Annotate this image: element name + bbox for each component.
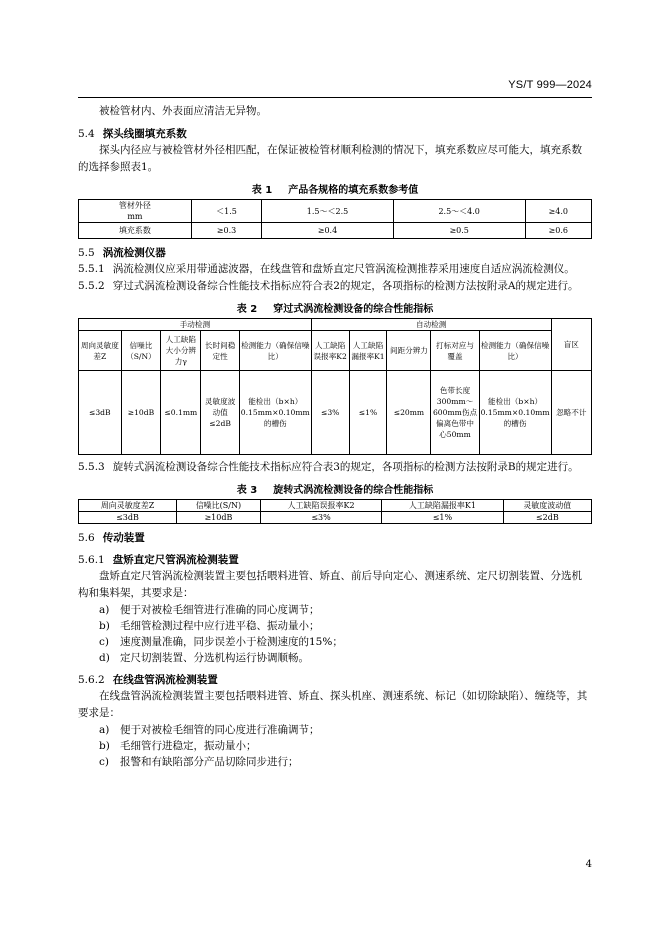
- table-row: [79, 500, 592, 512]
- table1-caption: 表 1 产品各规格的填充系数参考值: [251, 185, 419, 196]
- section-5-5-heading: 5.5 涡流检测仪器: [78, 247, 166, 259]
- list-item: b) 毛细管检测过程中应行进平稳、振动量小；: [99, 620, 320, 632]
- section-5-6-2-heading: 5.6.2 在线盘管涡流检测装置: [78, 674, 218, 686]
- section-5-6-1-paragraph: 盘矫直定尺管涡流检测装置主要包括喂料进管、矫直、前后导向定心、测速系统、定尺切割装置、分选机构和集料架，其要求是：: [78, 570, 582, 599]
- table-cell: ≤3dB: [79, 512, 177, 524]
- table-row: [79, 319, 592, 331]
- clause-5-5-1: 5.5.1 涡流检测仪应采用带通滤波器，在线盘管和盘矫直定尺管涡流检测推荐采用速度自适应涡流检测仪。: [78, 263, 575, 275]
- table-cell: 能检出（b×h）0.15mm×0.10mm的槽伤: [479, 371, 551, 455]
- table-row: [79, 371, 592, 455]
- table-cell: ≥0.5: [393, 223, 525, 239]
- table1: [78, 199, 592, 239]
- continuation-paragraph: 被检管材内、外表面应清洁无异物。: [99, 105, 267, 117]
- list-item: c) 速度测量准确，同步误差小于检测速度的15%；: [99, 636, 343, 648]
- table1-row2-label: 填充系数: [79, 223, 192, 239]
- table-cell: ≤1%: [349, 371, 387, 455]
- table-row: [79, 223, 592, 239]
- standard-code: YS/T 999—2024: [508, 79, 592, 91]
- section-5-4-paragraph: 探头内径应与被检管材外径相匹配，在保证被检管材顺利检测的情况下，填充系数应尽可能大，填充系数的选择参照表1。: [78, 144, 582, 173]
- table-row: [79, 200, 592, 223]
- section-5-6-2-paragraph: 在线盘管涡流检测装置主要包括喂料进管、矫直、探头机座、测速系统、标记（如切除缺陷）、缠绕等，其要求是：: [78, 690, 588, 719]
- table-header: 长时间稳定性: [201, 331, 239, 371]
- table-cell: ≥4.0: [525, 200, 592, 223]
- table-cell: 色带长度300mm～600mm伤点偏离色带中心50mm: [431, 371, 479, 455]
- list-item: a) 便于对被检毛细管进行准确的同心度调节；: [99, 604, 320, 616]
- table-header: 人工缺陷误报率K2: [311, 331, 349, 371]
- table2-group-manual: 手动检测: [79, 319, 312, 331]
- clause-5-5-2: 5.5.2 穿过式涡流检测设备综合性能技术指标应符合表2的规定，各项指标的检测方法按附录A的规定进行。: [78, 280, 579, 292]
- table-cell: ＜1.5: [191, 200, 261, 223]
- page-number: 4: [585, 859, 592, 870]
- list-item: c) 报警和有缺陷部分产品切除同步进行；: [99, 756, 299, 768]
- table-cell: ≥0.3: [191, 223, 261, 239]
- table-header: 盲区: [551, 319, 591, 371]
- table-cell: ≤1%: [382, 512, 503, 524]
- table-row: [79, 331, 592, 371]
- table-cell: ≤3dB: [79, 371, 122, 455]
- table2-caption: 表 2 穿过式涡流检测设备的综合性能指标: [236, 304, 434, 315]
- table-cell: ≥0.6: [525, 223, 592, 239]
- table-header: 周向灵敏度差Z: [79, 500, 177, 512]
- table2: [78, 318, 592, 455]
- table3: [78, 499, 592, 524]
- table-cell: ≤2dB: [503, 512, 591, 524]
- section-5-4-heading: 5.4 探头线圈填充系数: [78, 128, 187, 140]
- list-item: d) 定尺切割装置、分选机构运行协调顺畅。: [99, 652, 309, 664]
- list-item: b) 毛细管行进稳定，振动量小；: [99, 740, 257, 752]
- table-header: 间距分辨力: [387, 331, 431, 371]
- header-rule: [78, 97, 592, 98]
- table-cell: ≥10dB: [121, 371, 161, 455]
- table-header: 人工缺陷漏报率K1: [349, 331, 387, 371]
- table-header: 打标对应与覆盖: [431, 331, 479, 371]
- section-5-6-1-heading: 5.6.1 盘矫直定尺管涡流检测装置: [78, 554, 239, 566]
- table-cell: 忽略不计: [551, 371, 591, 455]
- table-header: 灵敏度波动值: [503, 500, 591, 512]
- table-cell: 2.5～＜4.0: [393, 200, 525, 223]
- section-5-6-heading: 5.6 传动装置: [78, 532, 145, 544]
- table-cell: 灵敏度波动值≤2dB: [201, 371, 239, 455]
- table-row: [79, 512, 592, 524]
- table-cell: ≤3%: [260, 512, 381, 524]
- table-header: 检测能力（确保信噪比）: [479, 331, 551, 371]
- table-cell: ≤3%: [311, 371, 349, 455]
- table-header: 人工缺陷大小分辨力γ: [161, 331, 201, 371]
- table-header: 信噪比(S/N): [176, 500, 260, 512]
- table-cell: ≥10dB: [176, 512, 260, 524]
- page-body: [78, 103, 592, 770]
- list-item: a) 便于对被检毛细管的同心度进行准确调节；: [99, 724, 320, 736]
- table-cell: 1.5～＜2.5: [262, 200, 394, 223]
- table-header: 周向灵敏度差Z: [79, 331, 122, 371]
- table-cell: ≥0.4: [262, 223, 394, 239]
- section-5-6-1-list: [78, 602, 592, 666]
- clause-5-5-3: 5.5.3 旋转式涡流检测设备综合性能技术指标应符合表3的规定，各项指标的检测方法按附录B的规定进行。: [78, 461, 579, 473]
- table3-caption: 表 3 旋转式涡流检测设备的综合性能指标: [236, 485, 434, 496]
- section-5-6-2-list: [78, 722, 592, 770]
- table-header: 检测能力（确保信噪比）: [239, 331, 311, 371]
- table1-row1-unit: mm: [127, 212, 143, 221]
- table-cell: ≤20mm: [387, 371, 431, 455]
- table-header: 信噪比（S/N）: [121, 331, 161, 371]
- table1-row1-label: 管材外径: [118, 201, 151, 210]
- table-cell: ≤0.1mm: [161, 371, 201, 455]
- table-header: 人工缺陷漏报率K1: [382, 500, 503, 512]
- table-header: 人工缺陷误报率K2: [260, 500, 381, 512]
- table-cell: 能检出（b×h）0.15mm×0.10mm的槽伤: [239, 371, 311, 455]
- table2-group-auto: 自动检测: [311, 319, 551, 331]
